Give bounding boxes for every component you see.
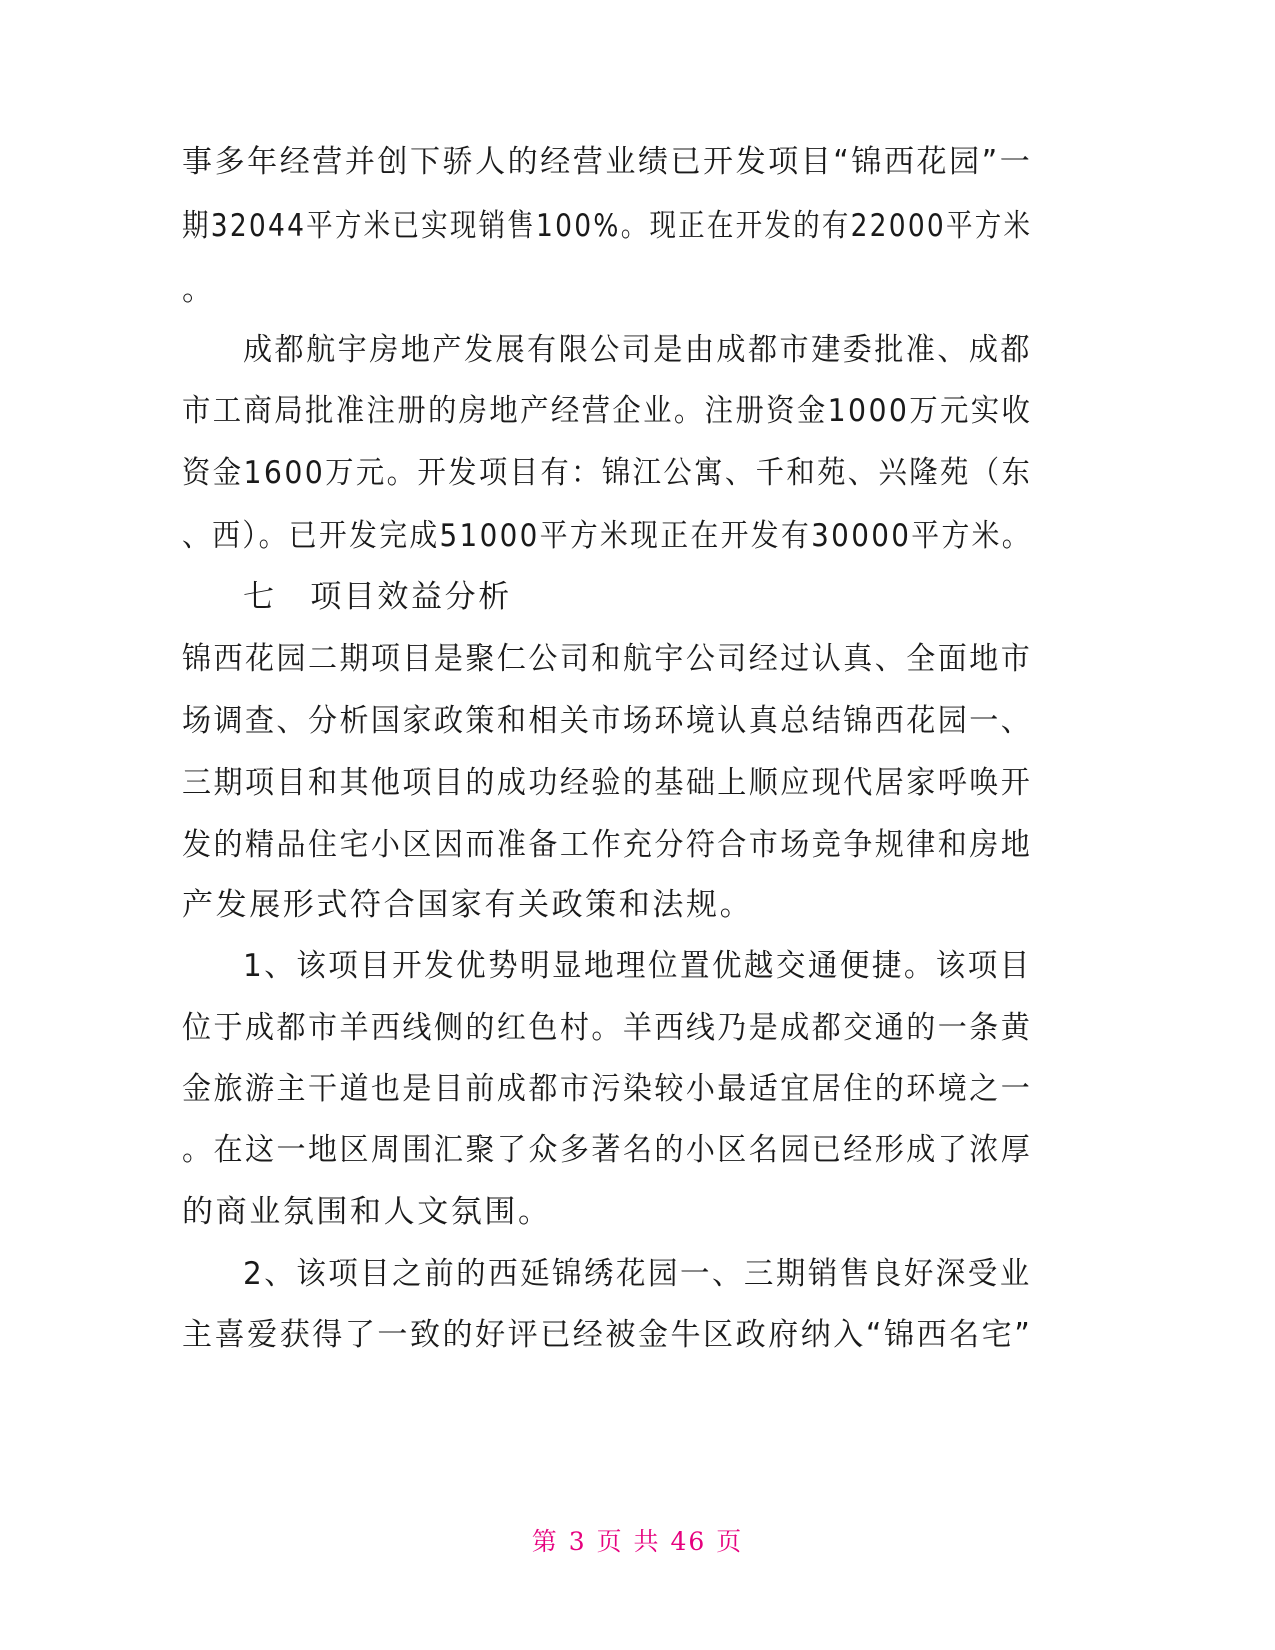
text-line-content: 产发展形式符合国家有关政策和法规。 bbox=[182, 887, 754, 923]
text-line-content: 主喜爱获得了一致的好评已经被金牛区政府纳入“锦西名宅” bbox=[182, 1317, 1033, 1353]
text-line-content: 位于成都市羊西线侧的红色村。羊西线乃是成都交通的一条黄 bbox=[182, 1010, 1033, 1046]
page-number-footer: 第 3 页 共 46 页 bbox=[531, 1527, 744, 1556]
text-line bbox=[0, 820, 1275, 870]
text-line-content: 的商业氛围和人文氛围。 bbox=[182, 1194, 552, 1230]
text-line bbox=[0, 1187, 1275, 1237]
text-line bbox=[0, 1249, 1275, 1299]
text-line-content: 、西）。已开发完成51000平方米现正在开发有30000平方米。 bbox=[182, 518, 1032, 554]
text-line bbox=[0, 265, 1275, 315]
text-line bbox=[0, 201, 1275, 251]
text-line-content: 1、该项目开发优势明显地理位置优越交通便捷。该项目 bbox=[243, 948, 1032, 984]
text-line-content: 市工商局批准注册的房地产经营企业。注册资金1000万元实收 bbox=[182, 393, 1033, 429]
text-line-content: 资金1600万元。开发项目有：锦江公寓、千和苑、兴隆苑（东 bbox=[182, 455, 1033, 491]
text-line bbox=[0, 758, 1275, 808]
text-line-content: 。 bbox=[182, 272, 216, 308]
text-line bbox=[0, 634, 1275, 684]
text-line bbox=[0, 511, 1275, 561]
text-line bbox=[0, 941, 1275, 991]
text-line bbox=[0, 1064, 1275, 1114]
text-line bbox=[0, 1310, 1275, 1360]
text-line bbox=[0, 386, 1275, 436]
text-line-content: 期32044平方米已实现销售100%。现正在开发的有22000平方米 bbox=[182, 208, 1033, 244]
text-line bbox=[0, 696, 1275, 746]
text-line-content: 。在这一地区周围汇聚了众多著名的小区名园已经形成了浓厚 bbox=[182, 1132, 1033, 1168]
text-line bbox=[0, 448, 1275, 498]
text-line-content: 2、该项目之前的西延锦绣花园一、三期销售良好深受业 bbox=[243, 1256, 1032, 1292]
text-line-content: 事多年经营并创下骄人的经营业绩已开发项目“锦西花园”一 bbox=[182, 144, 1033, 180]
text-line bbox=[0, 325, 1275, 375]
text-line bbox=[0, 1125, 1275, 1175]
text-line bbox=[0, 1003, 1275, 1053]
text-line bbox=[0, 137, 1275, 187]
text-line-content: 锦西花园二期项目是聚仁公司和航宇公司经过认真、全面地市 bbox=[182, 641, 1033, 677]
text-line-content: 发的精品住宅小区因而准备工作充分符合市场竞争规律和房地 bbox=[182, 827, 1033, 863]
text-line-content: 三期项目和其他项目的成功经验的基础上顺应现代居家呼唤开 bbox=[182, 765, 1033, 801]
text-line bbox=[0, 880, 1275, 930]
text-line-content: 成都航宇房地产发展有限公司是由成都市建委批准、成都 bbox=[243, 332, 1032, 368]
text-line-content: 场调查、分析国家政策和相关市场环境认真总结锦西花园一、 bbox=[182, 703, 1033, 739]
section-heading-text: 七 项目效益分析 bbox=[243, 579, 512, 615]
text-line-content: 金旅游主干道也是目前成都市污染较小最适宜居住的环境之一 bbox=[182, 1071, 1033, 1107]
section-heading bbox=[0, 572, 1275, 622]
